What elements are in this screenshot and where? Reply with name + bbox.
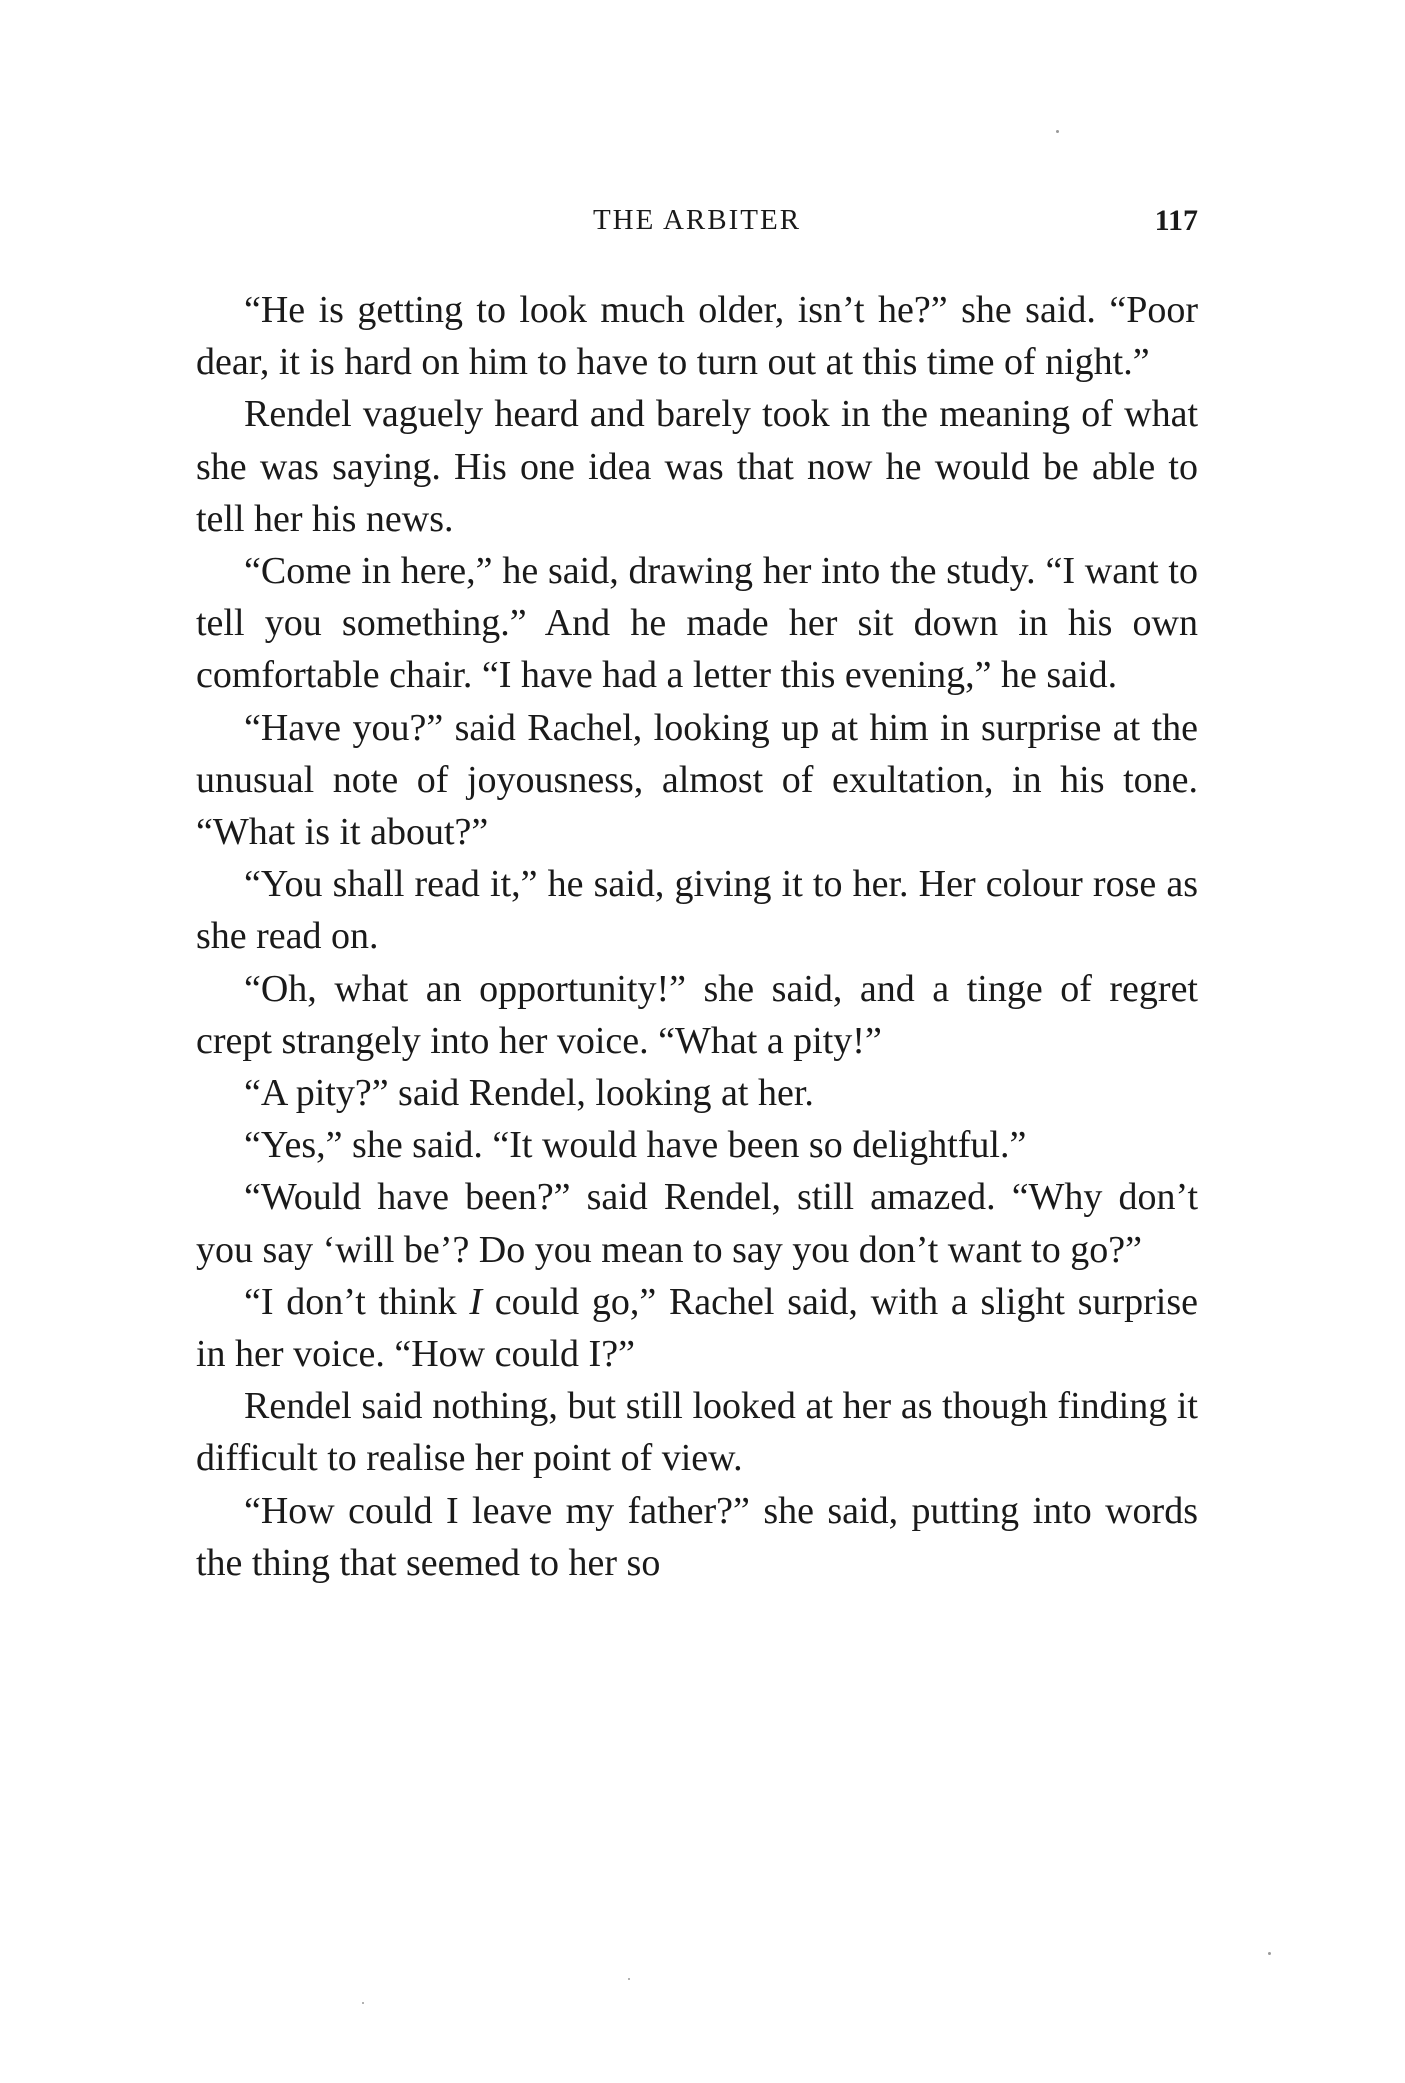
paragraph: “You shall read it,” he said, giving it to her. Her colour rose as she read on. <box>196 863 1198 958</box>
paper-speck <box>1056 130 1059 133</box>
paragraph: Rendel vaguely heard and barely took in the meaning of what she was saying. His one idea was that now he would be able to tell her his news. <box>196 393 1198 540</box>
page-number: 117 <box>1154 204 1198 237</box>
paper-speck <box>362 2002 364 2004</box>
paragraph: “He is getting to look much older, isn’t he?” she said. “Poor dear, it is hard on him to have to turn out at this time of night.” <box>196 289 1198 384</box>
paragraph: “How could I leave my father?” she said, putting into words the thing that seemed to her so <box>196 1489 1198 1584</box>
paragraph-text: “I don’t think <box>244 1280 470 1323</box>
paper-speck <box>628 1978 630 1980</box>
body-text <box>196 284 1198 1589</box>
paragraph: “Come in here,” he said, drawing her into the study. “I want to tell you something.” And he made her sit down in his own comfortable chair. “I have had a letter this evening,” he said. <box>196 550 1198 697</box>
running-title: THE ARBITER <box>592 204 802 236</box>
paragraph: “Oh, what an opportunity!” she said, and a tinge of regret crept strangely into her voice. “What a pity!” <box>196 967 1198 1062</box>
running-head <box>196 196 1198 248</box>
paper-speck <box>1268 1952 1271 1955</box>
paragraph-text: could go,” Rachel said, with a slight surprise in her voice. “How could I?” <box>196 1280 1198 1376</box>
paragraph <box>196 1276 1198 1380</box>
paragraph: “Have you?” said Rachel, looking up at him in surprise at the unusual note of joyousness, almost of exultation, in his tone. “What is it about?” <box>196 706 1198 854</box>
italic-word: I <box>469 1280 482 1323</box>
paragraph: “Yes,” she said. “It would have been so delightful.” <box>244 1124 1027 1167</box>
paragraph: “A pity?” said Rendel, looking at her. <box>244 1072 814 1115</box>
paragraph: “Would have been?” said Rendel, still amazed. “Why don’t you say ‘will be’? Do you mean to say you don’t want to go?” <box>196 1176 1198 1271</box>
paragraph: Rendel said nothing, but still looked at her as though finding it difficult to realise her point of view. <box>196 1385 1198 1480</box>
